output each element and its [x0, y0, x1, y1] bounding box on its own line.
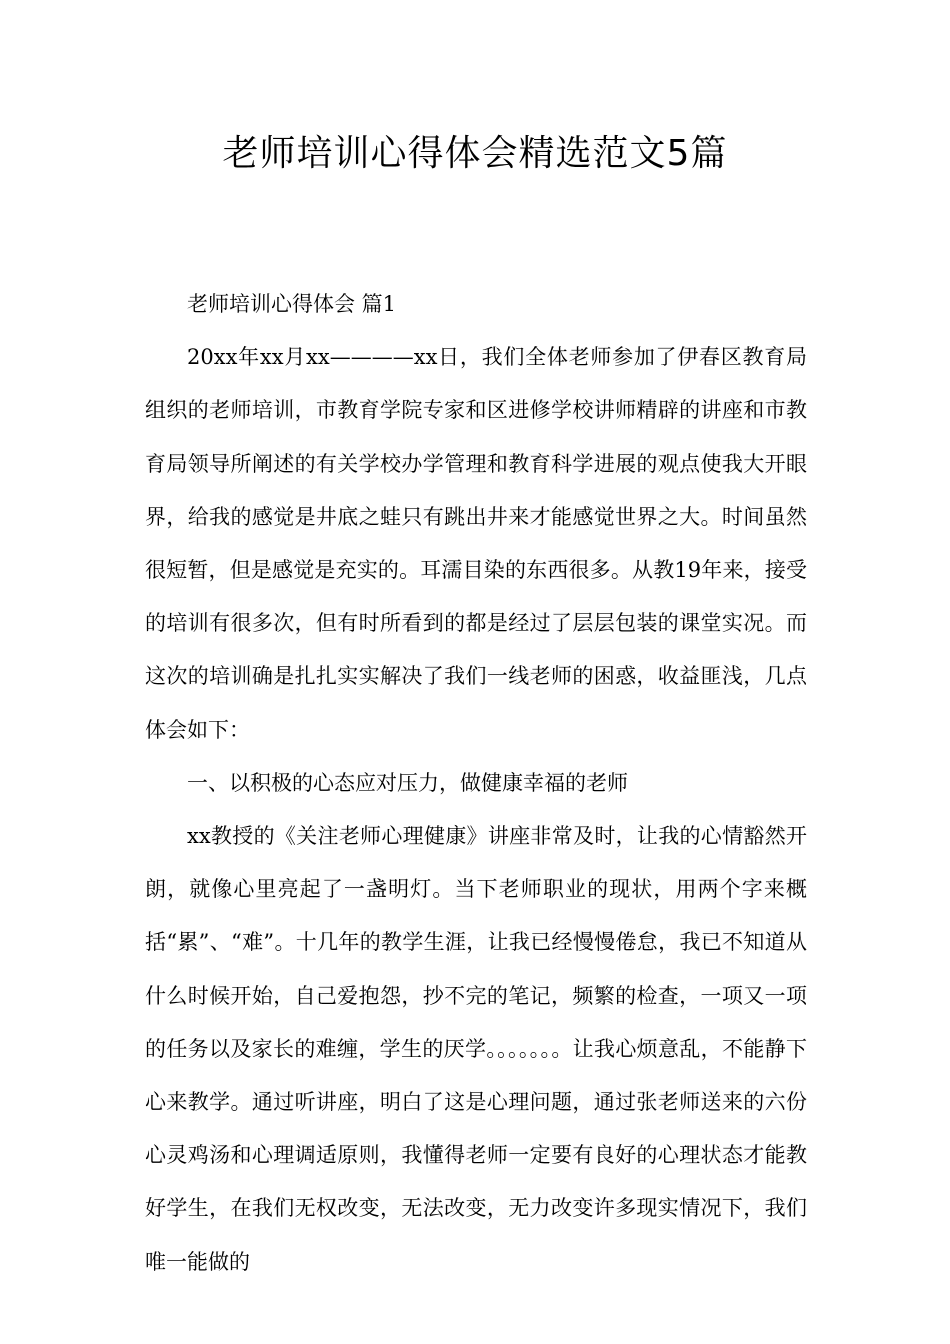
paragraph-subheading: 一、以积极的心态应对压力，做健康幸福的老师	[187, 770, 628, 795]
document-title: 老师培训心得体会精选范文5篇	[222, 133, 728, 174]
document-body	[145, 278, 807, 1289]
section-heading: 老师培训心得体会 篇1	[187, 292, 397, 316]
paragraph-lecture: xx教授的《关注老师心理健康》讲座非常及时，让我的心情豁然开朗，就像心里亮起了一盏明灯。当下老师职业的现状，用两个字来概括“累”、“难”。十几年的教学生涯，让我已经慢慢倦怠，我已不知道从什么时候开始，自己爱抱怨，抄不完的笔记，频繁的检查，一项又一项的任务以及家长的难缠，学生的厌学。。。。。。。让我心烦意乱，不能静下心来教学。通过听讲座，明白了这是心理问题，通过张老师送来的六份心灵鸡汤和心理调适原则，我懂得老师一定要有良好的心理状态才能教好学生，在我们无权改变，无法改变，无力改变许多现实情况下，我们唯一能做的	[145, 824, 807, 1274]
paragraph-intro: 20xx年xx月xx————xx日，我们全体老师参加了伊春区教育局组织的老师培训，市教育学院专家和区进修学校讲师精辟的讲座和市教育局领导所阐述的有关学校办学管理和教育科学进展的观点使我大开眼界，给我的感觉是井底之蛙只有跳出井来才能感觉世界之大。时间虽然很短暂，但是感觉是充实的。耳濡目染的东西很多。从教19年来，接受的培训有很多次，但有时所看到的都是经过了层层包装的课堂实况。而这次的培训确是扎扎实实解决了我们一线老师的困惑，收益匪浅，几点体会如下：	[145, 345, 807, 742]
